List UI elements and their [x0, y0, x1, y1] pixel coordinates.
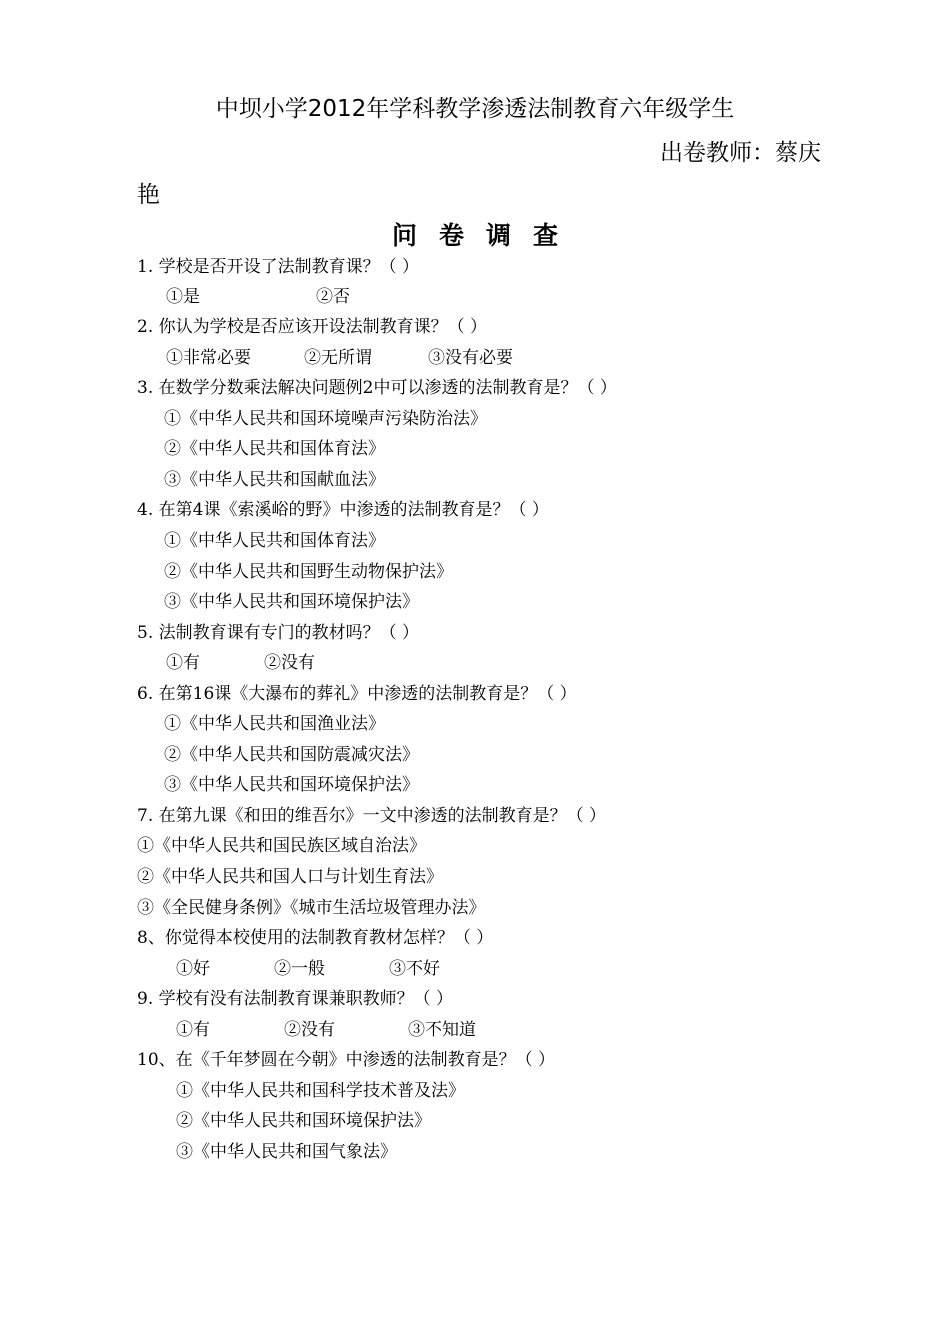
question-7-option-1: ①《中华人民共和国民族区域自治法》 — [137, 836, 426, 856]
option: ②一般 — [274, 959, 325, 979]
option: ①好 — [176, 959, 210, 979]
question-2-options — [166, 346, 513, 370]
document-title: 中坝小学2012年学科教学渗透法制教育六年级学生 — [215, 96, 735, 122]
option: ③不知道 — [408, 1020, 476, 1040]
option: ②没有 — [284, 1020, 335, 1040]
option: ③不好 — [389, 959, 440, 979]
question-9-options — [176, 1018, 476, 1042]
option: ①有 — [176, 1020, 210, 1040]
teacher-name-overflow: 艳 — [137, 182, 160, 208]
option: ②无所谓 — [304, 348, 372, 368]
question-1-options — [166, 285, 350, 309]
question-6-option-2: ②《中华人民共和国防震减灾法》 — [164, 745, 419, 765]
question-3-option-3: ③《中华人民共和国献血法》 — [164, 470, 385, 490]
question-7-option-3: ③《全民健身条例》《城市生活垃圾管理办法》 — [137, 898, 486, 918]
question-2: 2. 你认为学校是否应该开设法制教育课？（ ） — [137, 317, 488, 337]
question-8-options — [176, 957, 440, 981]
question-3-option-1: ①《中华人民共和国环境噪声污染防治法》 — [164, 409, 487, 429]
question-10: 10、在《千年梦圆在今朝》中渗透的法制教育是？（ ） — [137, 1050, 556, 1070]
option: ①有 — [166, 653, 200, 673]
question-5-options — [166, 651, 315, 675]
question-10-option-3: ③《中华人民共和国气象法》 — [176, 1142, 397, 1162]
question-3: 3. 在数学分数乘法解决问题例2中可以渗透的法制教育是？（ ） — [137, 378, 617, 398]
question-8: 8、你觉得本校使用的法制教育教材怎样？（ ） — [137, 928, 494, 948]
teacher-name: 出卷教师：蔡庆 — [660, 140, 821, 166]
option: ①非常必要 — [166, 348, 251, 368]
question-7: 7. 在第九课《和田的维吾尔》一文中渗透的法制教育是？（ ） — [137, 806, 607, 826]
option: ②没有 — [264, 653, 315, 673]
question-5: 5. 法制教育课有专门的教材吗？（ ） — [137, 623, 420, 643]
option: ③没有必要 — [428, 348, 513, 368]
question-4-option-1: ①《中华人民共和国体育法》 — [164, 531, 385, 551]
question-6-option-3: ③《中华人民共和国环境保护法》 — [164, 775, 419, 795]
question-7-option-2: ②《中华人民共和国人口与计划生育法》 — [137, 867, 443, 887]
option: ①是 — [166, 287, 200, 307]
question-10-option-1: ①《中华人民共和国科学技术普及法》 — [176, 1081, 465, 1101]
question-6-option-1: ①《中华人民共和国渔业法》 — [164, 714, 385, 734]
question-1: 1. 学校是否开设了法制教育课？（ ） — [137, 257, 420, 277]
question-10-option-2: ②《中华人民共和国环境保护法》 — [176, 1111, 431, 1131]
question-3-option-2: ②《中华人民共和国体育法》 — [164, 439, 385, 459]
question-4: 4. 在第4课《索溪峪的野》中渗透的法制教育是？（ ） — [137, 500, 549, 520]
question-9: 9. 学校有没有法制教育课兼职教师？（ ） — [137, 989, 454, 1009]
survey-title: 问卷调查 — [391, 221, 580, 250]
question-4-option-3: ③《中华人民共和国环境保护法》 — [164, 592, 419, 612]
question-4-option-2: ②《中华人民共和国野生动物保护法》 — [164, 562, 453, 582]
question-6: 6. 在第16课《大瀑布的葬礼》中渗透的法制教育是？（ ） — [137, 684, 577, 704]
option: ②否 — [316, 287, 350, 307]
